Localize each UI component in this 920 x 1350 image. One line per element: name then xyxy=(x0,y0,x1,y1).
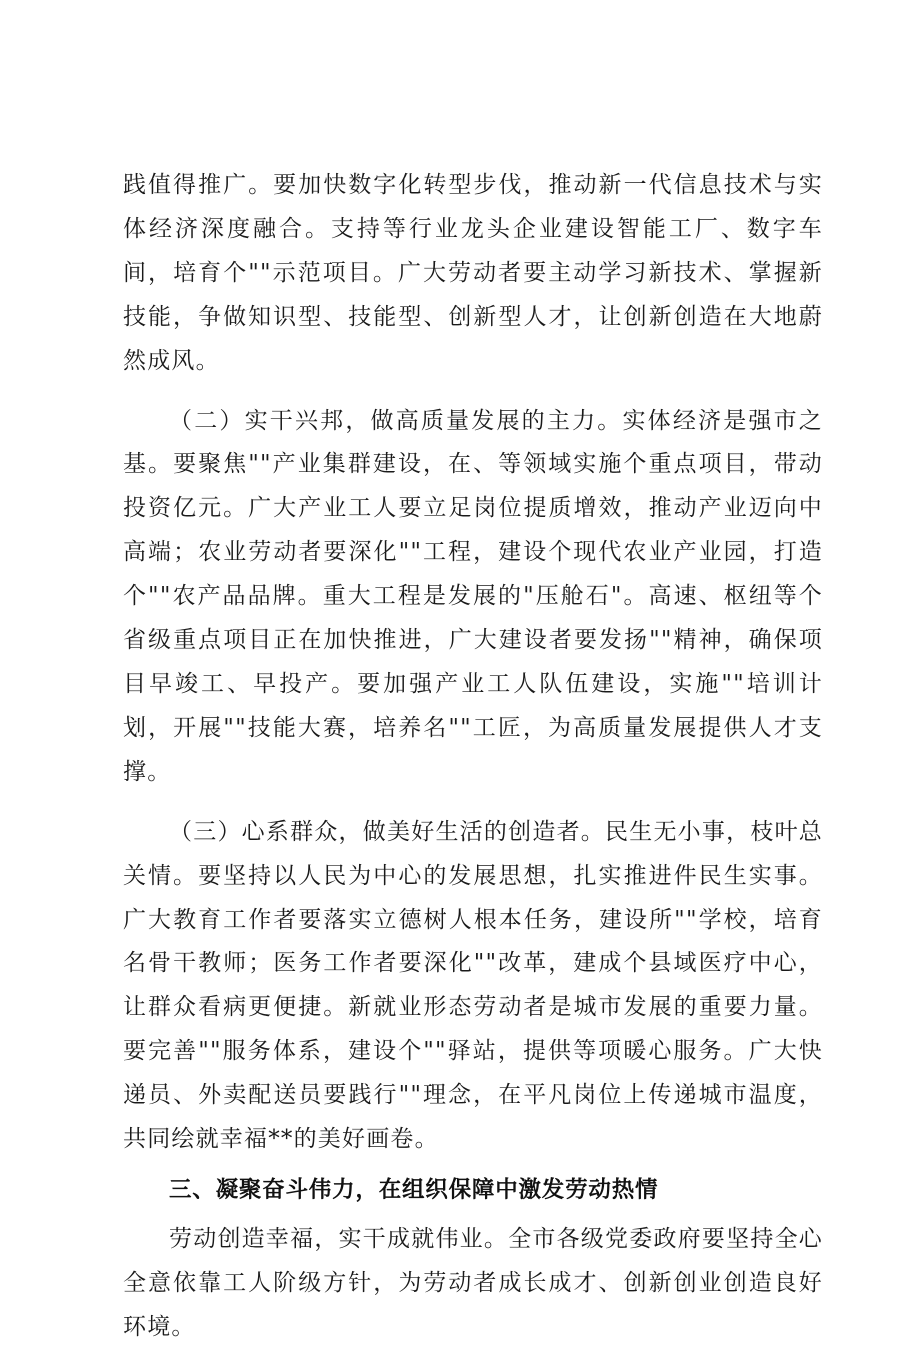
paragraph-section-three: （三）心系群众，做美好生活的创造者。民生无小事，枝叶总关情。要坚持以人民为中心的发展思想，扎实推进件民生实事。广大教育工作者要落实立德树人根本任务，建设所""学校，培育名骨干教师；医务工作者要深化""改革，建成个县域医疗中心，让群众看病更便捷。新就业形态劳动者是城市发展的重要力量。要完善""服务体系，建设个""驿站，提供等项暖心服务。广大快递员、外卖配送员要践行""理念，在平凡岗位上传递城市温度，共同绘就幸福**的美好画卷。 xyxy=(123,818,823,1153)
paragraph-gap xyxy=(123,384,823,400)
paragraph-continuation: 践值得推广。要加快数字化转型步伐，推动新一代信息技术与实体经济深度融合。支持等行业龙头企业建设智能工厂、数字车间，培育个""示范项目。广大劳动者要主动学习新技术、掌握新技能，争做知识型、技能型、创新型人才，让创新创造在大地蔚然成风。 xyxy=(123,172,823,374)
paragraph-closing: 劳动创造幸福，实干成就伟业。全市各级党委政府要坚持全心全意依靠工人阶级方针，为劳动者成长成才、创新创业创造良好环境。 xyxy=(123,1225,823,1340)
document-body xyxy=(123,164,823,1350)
paragraph-section-two: （二）实干兴邦，做高质量发展的主力。实体经济是强市之基。要聚焦""产业集群建设，在、等领域实施个重点项目，带动投资亿元。广大产业工人要立足岗位提质增效，推动产业迈向中高端；农业劳动者要深化""工程，建设个现代农业产业园，打造个""农产品品牌。重大工程是发展的"压舱石"。高速、枢纽等个省级重点项目正在加快推进，广大建设者要发扬""精神，确保项目早竣工、早投产。要加强产业工人队伍建设，实施""培训计划，开展""技能大赛，培养名""工匠，为高质量发展提供人才支撑。 xyxy=(123,407,823,785)
paragraph-gap xyxy=(123,795,823,811)
section-heading: 三、凝聚奋斗伟力，在组织保障中激发劳动热情 xyxy=(169,1176,659,1203)
